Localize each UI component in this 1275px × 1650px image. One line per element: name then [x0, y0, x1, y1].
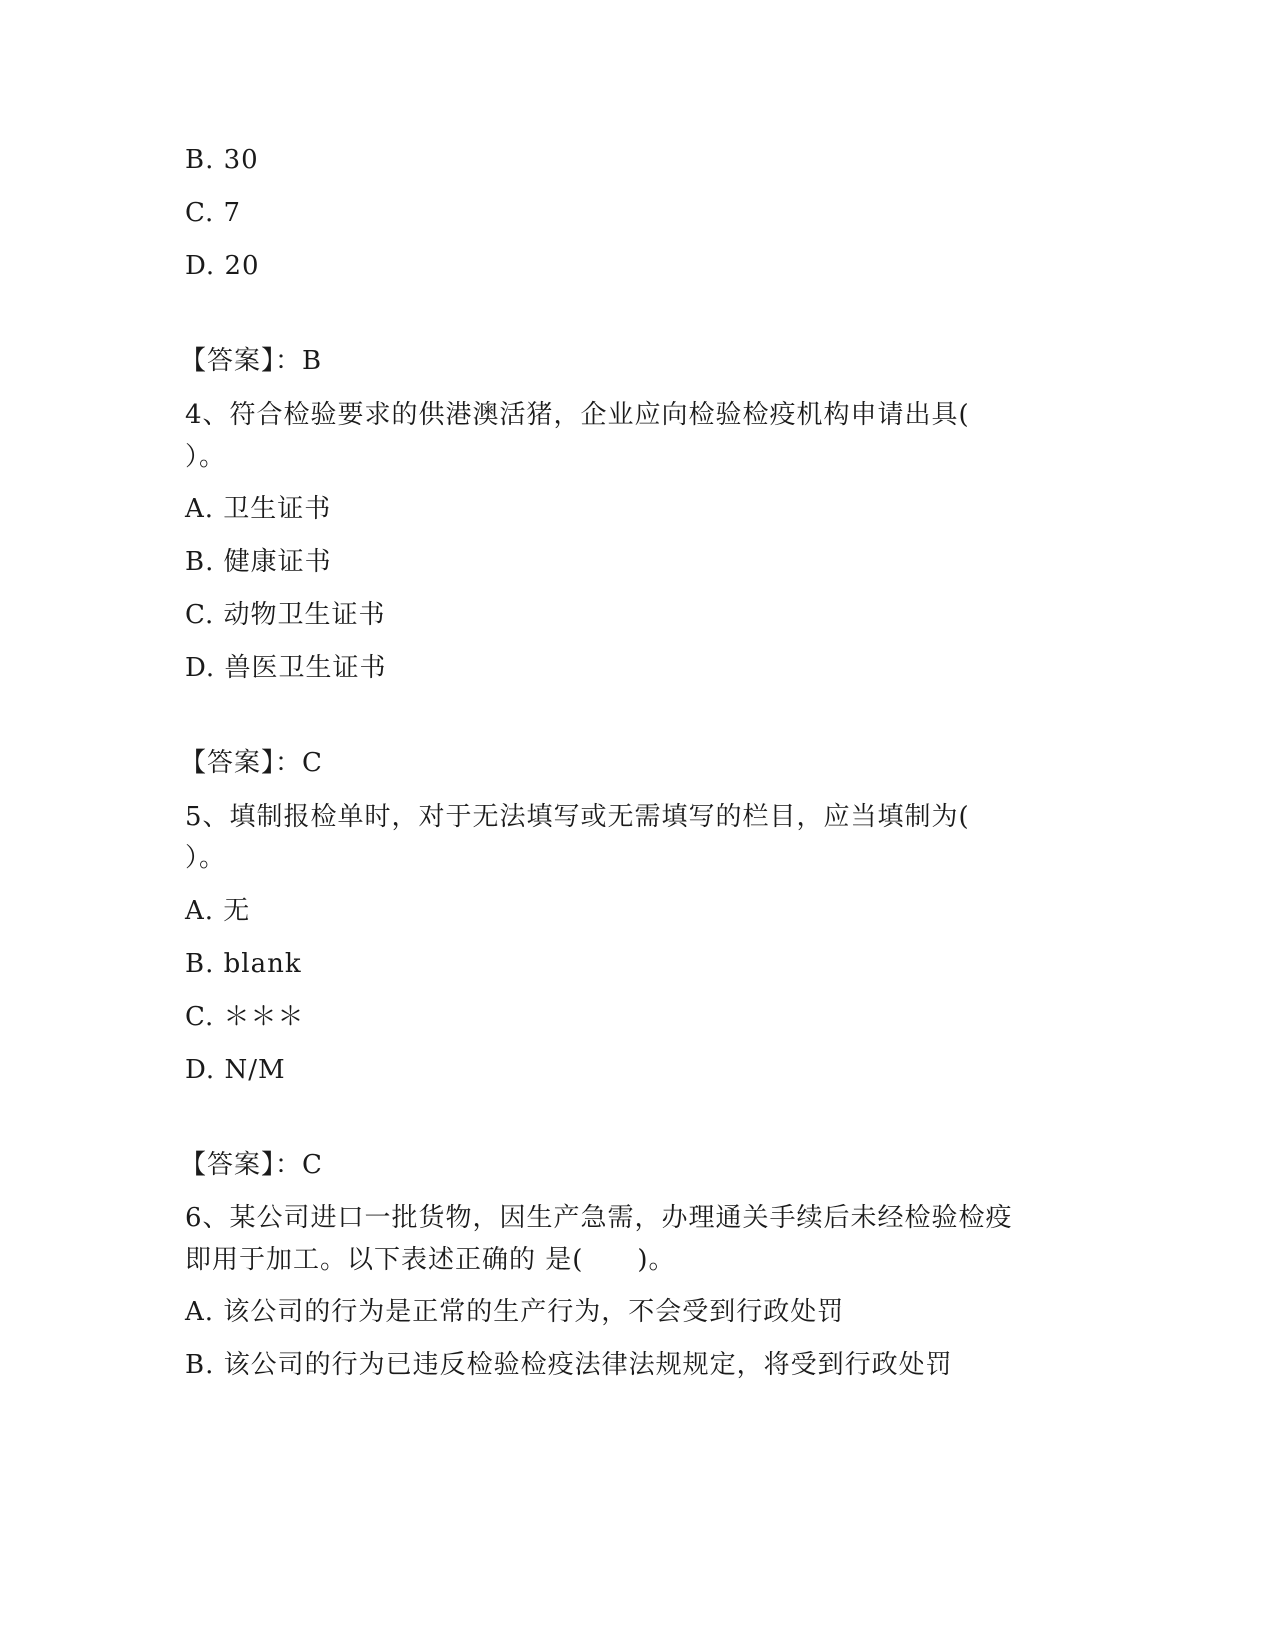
q4-stem-line2: ）。 [185, 442, 227, 472]
q3-answer: 【答案】：B [180, 346, 323, 376]
q5-option-a: A. 无 [185, 896, 251, 926]
q4-answer: 【答案】：C [180, 748, 323, 778]
q5-stem-line1: 5、填制报检单时，对于无法填写或无需填写的栏目，应当填制为( [185, 802, 970, 832]
q5-option-c: C. ＊＊＊ [185, 1002, 305, 1032]
q4-option-b: B. 健康证书 [185, 547, 332, 577]
q4-option-c: C. 动物卫生证书 [185, 600, 386, 630]
q5-stem-line2: ）。 [185, 843, 227, 873]
q6-stem-line1: 6、某公司进口一批货物，因生产急需，办理通关手续后未经检验检疫 [185, 1203, 1013, 1233]
q4-stem-line1: 4、符合检验要求的供港澳活猪，企业应向检验检疫机构申请出具( [185, 400, 970, 430]
q5-option-b: B. blank [185, 949, 302, 979]
q6-stem-line2: 即用于加工。以下表述正确的 是( )。 [185, 1245, 676, 1275]
q5-answer: 【答案】：C [180, 1150, 323, 1180]
q3-option-c: C. 7 [185, 198, 242, 228]
q6-option-a: A. 该公司的行为是正常的生产行为，不会受到行政处罚 [185, 1297, 845, 1327]
q3-option-b: B. 30 [185, 145, 259, 175]
q6-option-b: B. 该公司的行为已违反检验检疫法律法规规定，将受到行政处罚 [185, 1350, 953, 1380]
q4-option-d: D. 兽医卫生证书 [185, 653, 387, 683]
q5-option-d: D. N/M [185, 1055, 286, 1085]
q3-option-d: D. 20 [185, 251, 260, 281]
q4-option-a: A. 卫生证书 [185, 494, 332, 524]
